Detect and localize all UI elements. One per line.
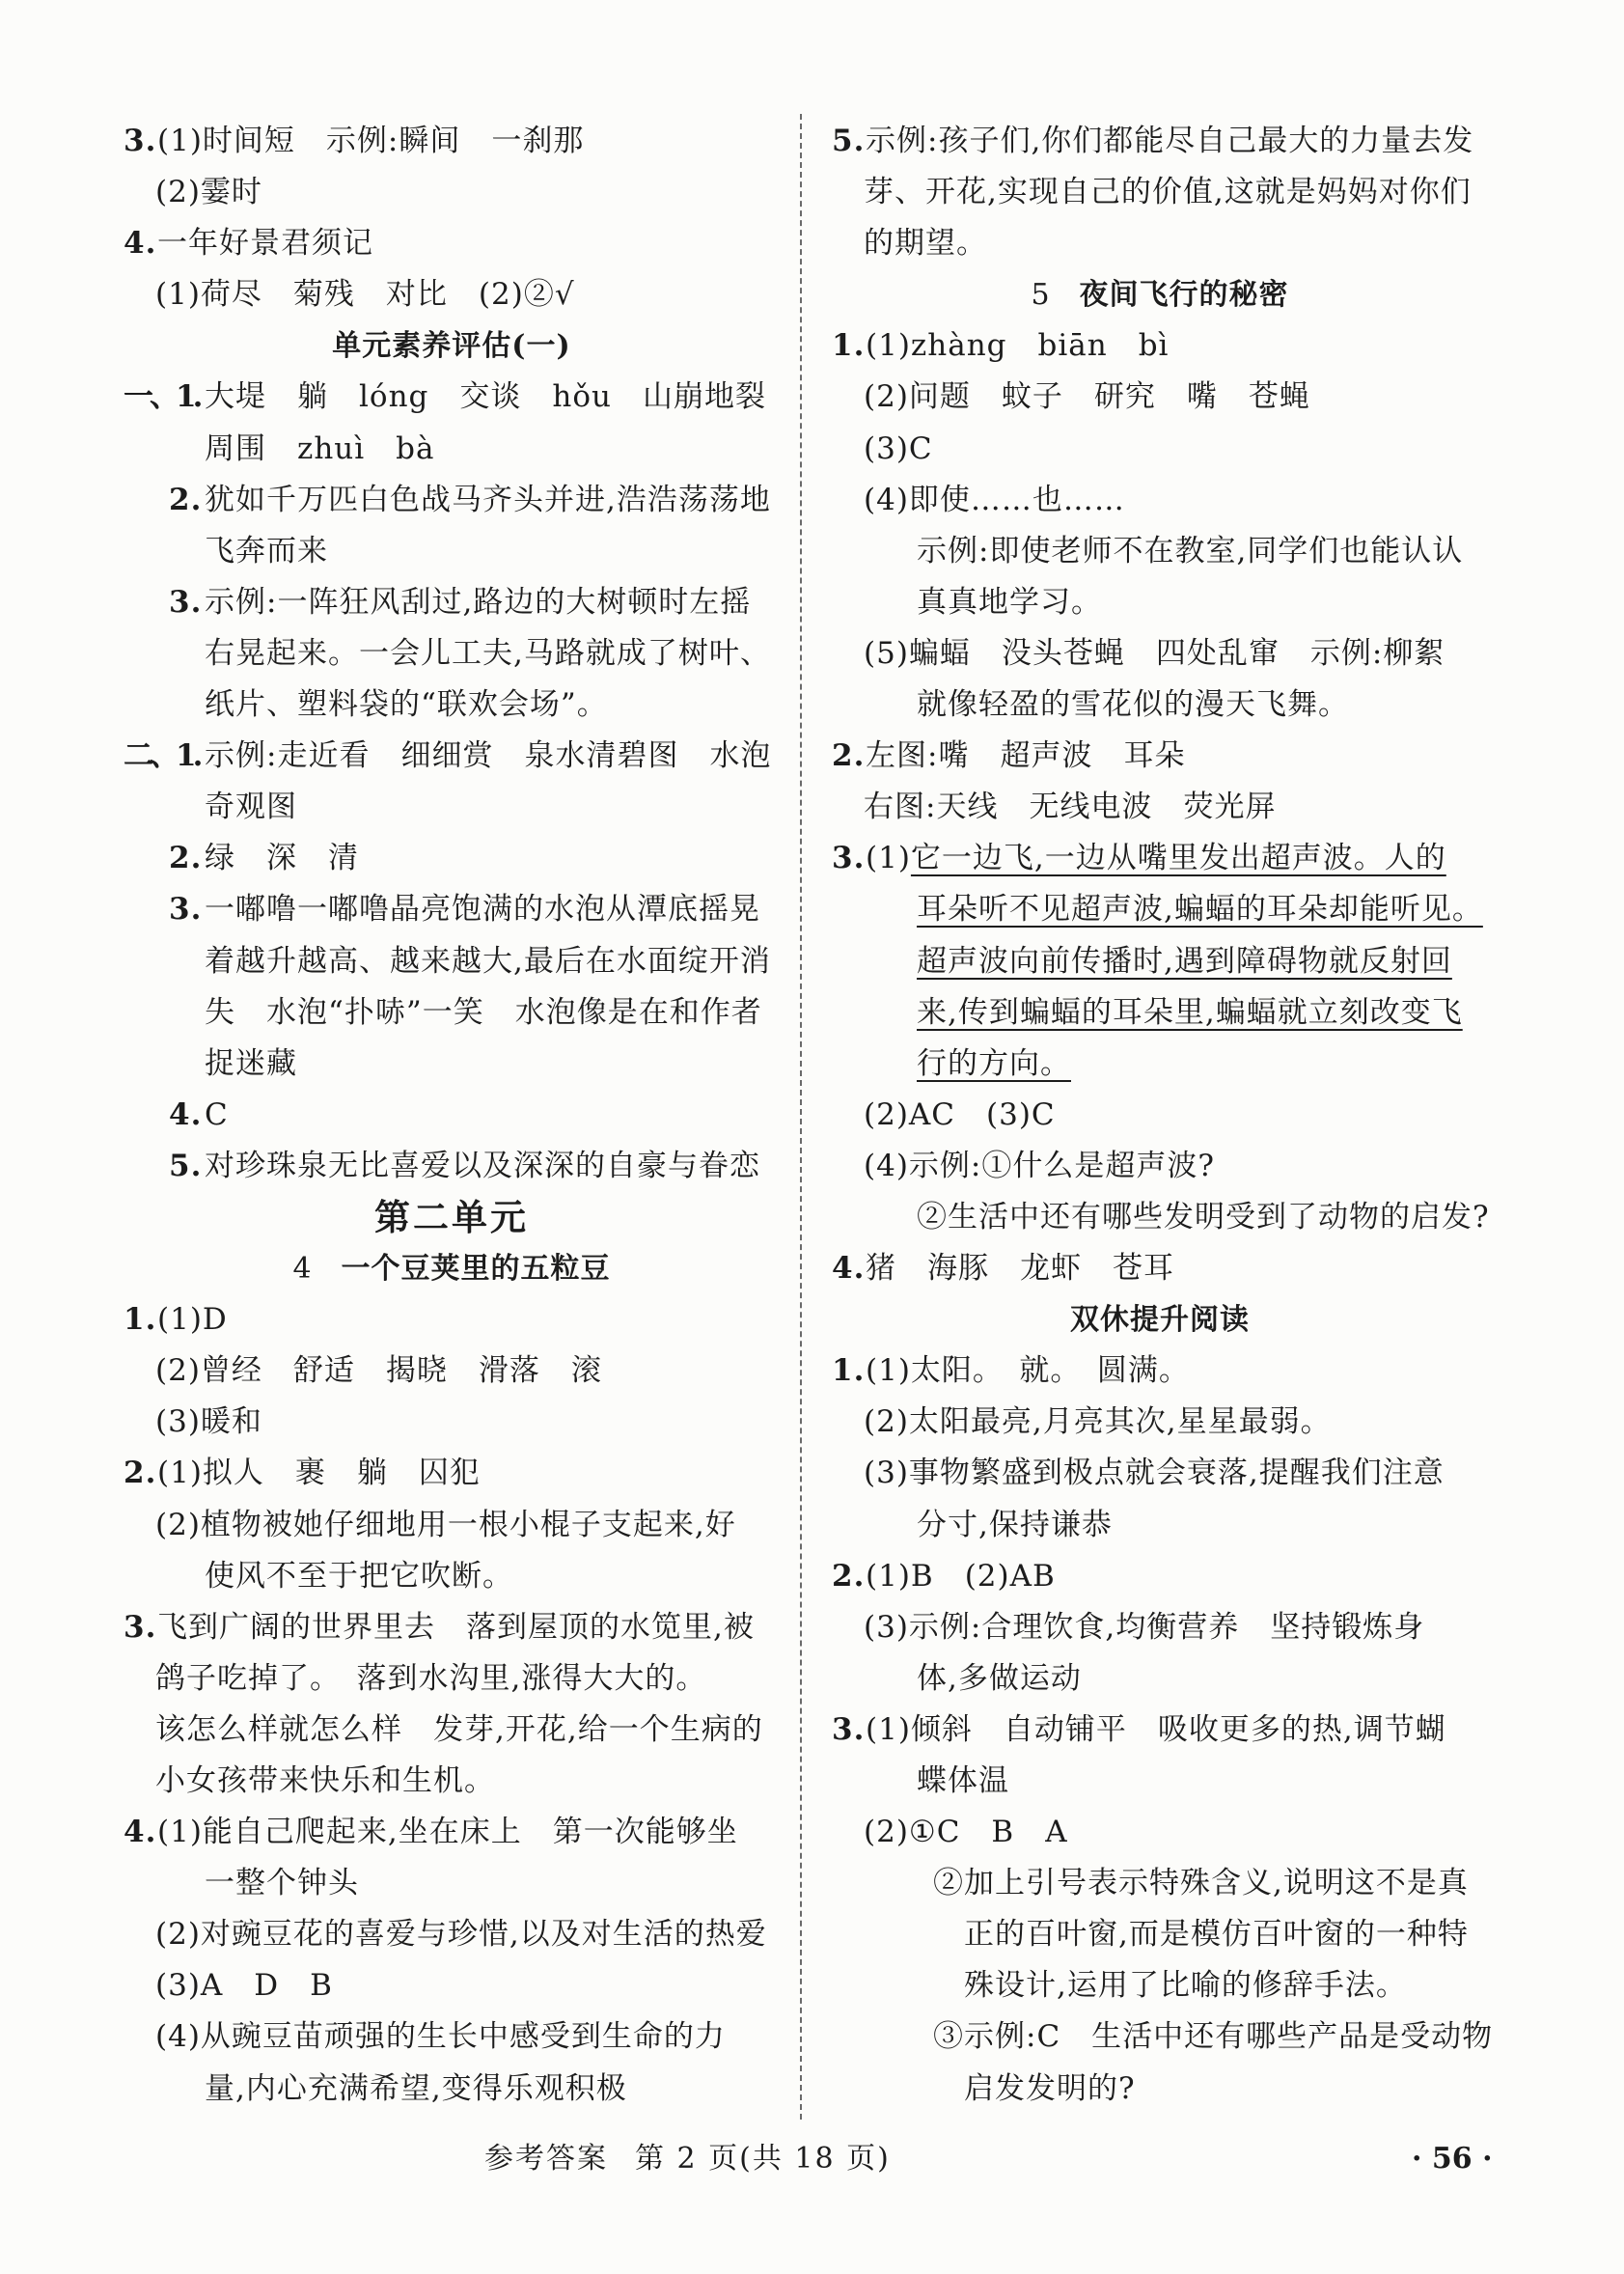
underlined-answer: 它一边飞,一边从嘴里发出超声波。人的 [910, 841, 1446, 876]
answer-line [124, 1551, 780, 1602]
underlined-answer: 超声波向前传播时,遇到障碍物就反射回 [917, 943, 1452, 979]
answer-text: 分寸,保持谦恭 [917, 1507, 1113, 1542]
answer-line [124, 1705, 780, 1756]
answer-line [124, 782, 780, 833]
question-number: 二、1. [124, 738, 200, 774]
answer-line [124, 1345, 780, 1397]
answer-line [832, 424, 1488, 475]
question-number: 4. [124, 1815, 157, 1850]
answer-text: 猪 海豚 龙虾 苍耳 [866, 1251, 1174, 1287]
answer-text: (1)太阳。 就。 圆满。 [866, 1353, 1190, 1389]
footer-page-info: 第 2 页(共 18 页) [635, 2142, 891, 2176]
underlined-answer: 耳朵听不见超声波,蝙蝠的耳朵却能听见。 [917, 892, 1483, 928]
answer-text: 就像轻盈的雪花似的漫天飞舞。 [917, 687, 1349, 723]
lesson-name: 夜间飞行的秘密 [1079, 278, 1289, 313]
question-number: 3. [124, 124, 157, 158]
answer-text: (1)B (2)AB [866, 1558, 1056, 1594]
answer-text: 奇观图 [205, 790, 297, 825]
question-number: 2. [169, 841, 203, 876]
answer-line [832, 731, 1488, 782]
answer-text: (2)曾经 舒适 揭晓 滑落 滚 [155, 1353, 602, 1389]
answer-line [832, 320, 1488, 372]
answer-text: 捉迷藏 [205, 1045, 297, 1081]
question-number: 5. [832, 124, 866, 158]
question-number: 1. [832, 1353, 866, 1389]
answer-line [832, 1141, 1488, 1192]
answer-line [832, 2011, 1494, 2063]
answer-line [124, 1141, 780, 1192]
answer-line [124, 679, 780, 731]
answer-line [124, 1602, 780, 1653]
answer-line [124, 269, 780, 320]
answer-line [124, 833, 780, 884]
answer-text: 体,多做运动 [917, 1660, 1082, 1696]
answer-text: (3)暖和 [155, 1404, 262, 1440]
question-number: 一、1. [124, 379, 200, 415]
answer-line [124, 424, 780, 475]
answer-line [832, 2064, 1488, 2115]
answer-line [124, 1807, 780, 1858]
answer-text: (3)A D B [155, 1968, 333, 2004]
question-number: 1. [124, 1302, 157, 1338]
answer-line [832, 1397, 1488, 1448]
answer-text: 一年好景君须记 [157, 226, 373, 262]
question-number: 3. [832, 1711, 866, 1747]
answer-text: 殊设计,运用了比喻的修辞手法。 [964, 1968, 1407, 2004]
answer-text: 示例:即使老师不在教室,同学们也能认认 [917, 533, 1464, 568]
answer-text: 小女孩带来快乐和生机。 [155, 1763, 495, 1798]
answer-text: (3)C [864, 430, 933, 466]
section-heading: 双休提升阅读 [1070, 1303, 1250, 1338]
answer-line [832, 628, 1488, 679]
question-number: 4. [124, 226, 157, 262]
answer-line [124, 1653, 780, 1705]
answer-text: ②生活中还有哪些发明受到了动物的启发? [917, 1199, 1490, 1234]
answer-line [832, 1756, 1488, 1807]
answer-text: 大堤 躺 lóng 交谈 hǒu 山崩地裂 [205, 379, 766, 415]
answer-text: 一整个钟头 [205, 1866, 359, 1901]
answer-text: 飞奔而来 [205, 533, 328, 568]
answer-text: (2)问题 蚊子 研究 嘴 苍蝇 [864, 379, 1310, 415]
page-number: · 56 · [1412, 2142, 1493, 2176]
answer-text: ②加上引号表示特殊含义,说明这不是真 [933, 1866, 1469, 1901]
lesson-number: 4 [292, 1252, 313, 1287]
answer-text: 芽、开花,实现自己的价值,这就是妈妈对你们 [864, 175, 1472, 210]
answer-text: (1)能自己爬起来,坐在床上 第一次能够坐 [157, 1815, 738, 1850]
answer-line [124, 526, 780, 577]
answer-text: (1)时间短 示例:瞬间 一刹那 [157, 124, 585, 158]
answer-line [124, 1756, 780, 1807]
lesson-number: 5 [1031, 278, 1051, 313]
answer-text: ③示例:C 生活中还有哪些产品是受动物 [933, 2019, 1494, 2055]
lesson-title [124, 1243, 780, 1294]
answer-line [832, 936, 1488, 987]
unit-title: 第二单元 [374, 1195, 529, 1238]
answer-line [832, 1909, 1488, 1960]
question-number: 2. [169, 482, 203, 517]
answer-text: (2)①C B A [864, 1815, 1068, 1850]
answer-line [832, 116, 1488, 167]
answer-text: 该怎么样就怎么样 发芽,开花,给一个生病的 [155, 1711, 763, 1747]
answer-text: (4)即使……也…… [864, 482, 1125, 517]
answer-text: 正的百叶窗,而是模仿百叶窗的一种特 [964, 1917, 1469, 1953]
answer-text: 失 水泡“扑哧”一笑 水泡像是在和作者 [205, 994, 762, 1030]
answer-text: 蝶体温 [917, 1763, 1009, 1798]
question-number: 3. [124, 1609, 157, 1645]
answer-line [832, 1653, 1488, 1705]
answer-text: 犹如千万匹白色战马齐头并进,浩浩荡荡地 [205, 482, 771, 517]
answer-line [124, 987, 780, 1039]
question-number: 4. [832, 1251, 866, 1287]
answer-line [124, 372, 780, 423]
question-number: 4. [169, 1096, 203, 1132]
answer-text: (4)从豌豆苗顽强的生长中感受到生命的力 [155, 2019, 726, 2055]
section-heading: 单元素养评估(一) [332, 329, 571, 364]
answer-line [124, 628, 780, 679]
answer-line [832, 526, 1488, 577]
answer-text: (1)倾斜 自动铺平 吸收更多的热,调节蝴 [866, 1711, 1446, 1747]
answer-line [832, 167, 1488, 218]
answer-text: (2)对豌豆花的喜爱与珍惜,以及对生活的热爱 [155, 1917, 767, 1953]
answer-line [124, 1858, 780, 1909]
answer-line [124, 2011, 780, 2063]
answer-line [124, 1039, 780, 1090]
question-number: 2. [832, 1558, 866, 1594]
answer-text: 启发发明的? [964, 2070, 1136, 2106]
answer-line [124, 1294, 780, 1345]
answer-text: 右晃起来。一会儿工夫,马路就成了树叶、 [205, 635, 771, 671]
answer-line [124, 731, 780, 782]
answer-text: 鸽子吃掉了。 落到水沟里,涨得大大的。 [155, 1660, 707, 1696]
lesson-name: 一个豆荚里的五粒豆 [341, 1252, 611, 1287]
answer-line [124, 884, 780, 935]
footer-label: 参考答案 [484, 2142, 608, 2176]
answer-line [832, 1960, 1488, 2011]
underlined-answer: 来,传到蝙蝠的耳朵里,蝙蝠就立刻改变飞 [917, 994, 1463, 1030]
answer-text: 一嘟噜一嘟噜晶亮饱满的水泡从潭底摇晃 [205, 892, 760, 928]
answer-line [124, 2064, 780, 2115]
answer-line [124, 1909, 780, 1960]
answer-line [124, 116, 780, 167]
answer-line [124, 1500, 780, 1551]
answer-line [832, 1858, 1488, 1909]
answer-line [124, 218, 780, 269]
question-number: 3. [169, 584, 203, 620]
answer-text: (1)荷尽 菊残 对比 (2)②√ [155, 277, 575, 313]
answer-line [832, 1705, 1488, 1756]
answer-line [832, 1448, 1488, 1499]
answer-line [832, 372, 1488, 423]
answer-line [832, 1090, 1488, 1141]
answer-text: (2)太阳最亮,月亮其次,星星最弱。 [864, 1404, 1332, 1440]
question-number: 3. [169, 892, 203, 928]
answer-line [124, 936, 780, 987]
answer-line [832, 1500, 1488, 1551]
answer-line [832, 833, 1488, 884]
answer-line [124, 577, 780, 628]
answer-text: 对珍珠泉无比喜爱以及深深的自豪与眷恋 [205, 1148, 760, 1183]
answer-text: (1)拟人 裹 躺 囚犯 [157, 1456, 481, 1491]
answer-text: (1) [866, 841, 911, 876]
answer-line [832, 679, 1488, 731]
answer-line [832, 1807, 1488, 1858]
answer-line [832, 1243, 1488, 1294]
answer-text: 使风不至于把它吹断。 [205, 1558, 513, 1594]
answer-text: 真真地学习。 [917, 584, 1102, 620]
answer-line [124, 1960, 780, 2011]
question-number: 3. [832, 841, 866, 876]
underlined-answer: 行的方向。 [917, 1045, 1071, 1081]
answer-line [832, 577, 1488, 628]
answer-line [124, 1090, 780, 1141]
answer-text: 右图:天线 无线电波 荧光屏 [864, 790, 1277, 825]
answer-line [832, 1602, 1488, 1653]
answer-text: 的期望。 [864, 226, 987, 262]
answer-text: (4)示例:①什么是超声波? [864, 1148, 1215, 1183]
answer-text: 绿 深 清 [205, 841, 359, 876]
answer-text: (3)事物繁盛到极点就会衰落,提醒我们注意 [864, 1456, 1445, 1491]
answer-line [832, 218, 1488, 269]
answer-text: (2)霎时 [155, 175, 262, 210]
answer-text: 飞到广阔的世界里去 落到屋顶的水笕里,被 [157, 1609, 755, 1645]
answer-text: 纸片、塑料袋的“联欢会场”。 [205, 687, 608, 723]
answer-text: (5)蝙蝠 没头苍蝇 四处乱窜 示例:柳絮 [864, 635, 1445, 671]
question-number: 1. [832, 328, 866, 364]
lesson-title [832, 269, 1488, 320]
answer-text: (1)zhàng biān bì [866, 328, 1170, 364]
right-column [832, 116, 1494, 2115]
answer-line [832, 1039, 1488, 1090]
answer-text: 示例:一阵狂风刮过,路边的大树顿时左摇 [205, 584, 752, 620]
answer-text: C [205, 1096, 229, 1132]
answer-text: 周围 zhuì bà [205, 430, 435, 466]
answer-line [124, 1448, 780, 1499]
answer-text: (1)D [157, 1302, 228, 1338]
question-number: 5. [169, 1148, 203, 1183]
answer-line [832, 1345, 1488, 1397]
answer-line [832, 884, 1488, 935]
answer-text: 着越升越高、越来越大,最后在水面绽开消 [205, 943, 771, 979]
answer-text: 量,内心充满希望,变得乐观积极 [205, 2070, 627, 2106]
question-number: 2. [832, 738, 866, 774]
answer-line [124, 1397, 780, 1448]
answer-line [832, 1551, 1488, 1602]
answer-text: (2)植物被她仔细地用一根小棍子支起来,好 [155, 1507, 736, 1542]
left-column [124, 116, 780, 2115]
answer-text: 示例:走近看 细细赏 泉水清碧图 水泡 [205, 738, 772, 774]
answer-line [124, 475, 780, 526]
answer-text: 左图:嘴 超声波 耳朵 [866, 738, 1186, 774]
column-divider [800, 114, 802, 2120]
page-footer [484, 2140, 891, 2178]
answer-text: 示例:孩子们,你们都能尽自己最大的力量去发 [866, 124, 1474, 158]
question-number: 2. [124, 1456, 157, 1491]
answer-text: (3)示例:合理饮食,均衡营养 坚持锻炼身 [864, 1609, 1425, 1645]
answer-line [124, 167, 780, 218]
answer-line [832, 475, 1488, 526]
answer-line [832, 987, 1488, 1039]
answer-text: (2)AC (3)C [864, 1096, 1056, 1132]
answer-line [832, 782, 1488, 833]
answer-line [832, 1192, 1488, 1243]
